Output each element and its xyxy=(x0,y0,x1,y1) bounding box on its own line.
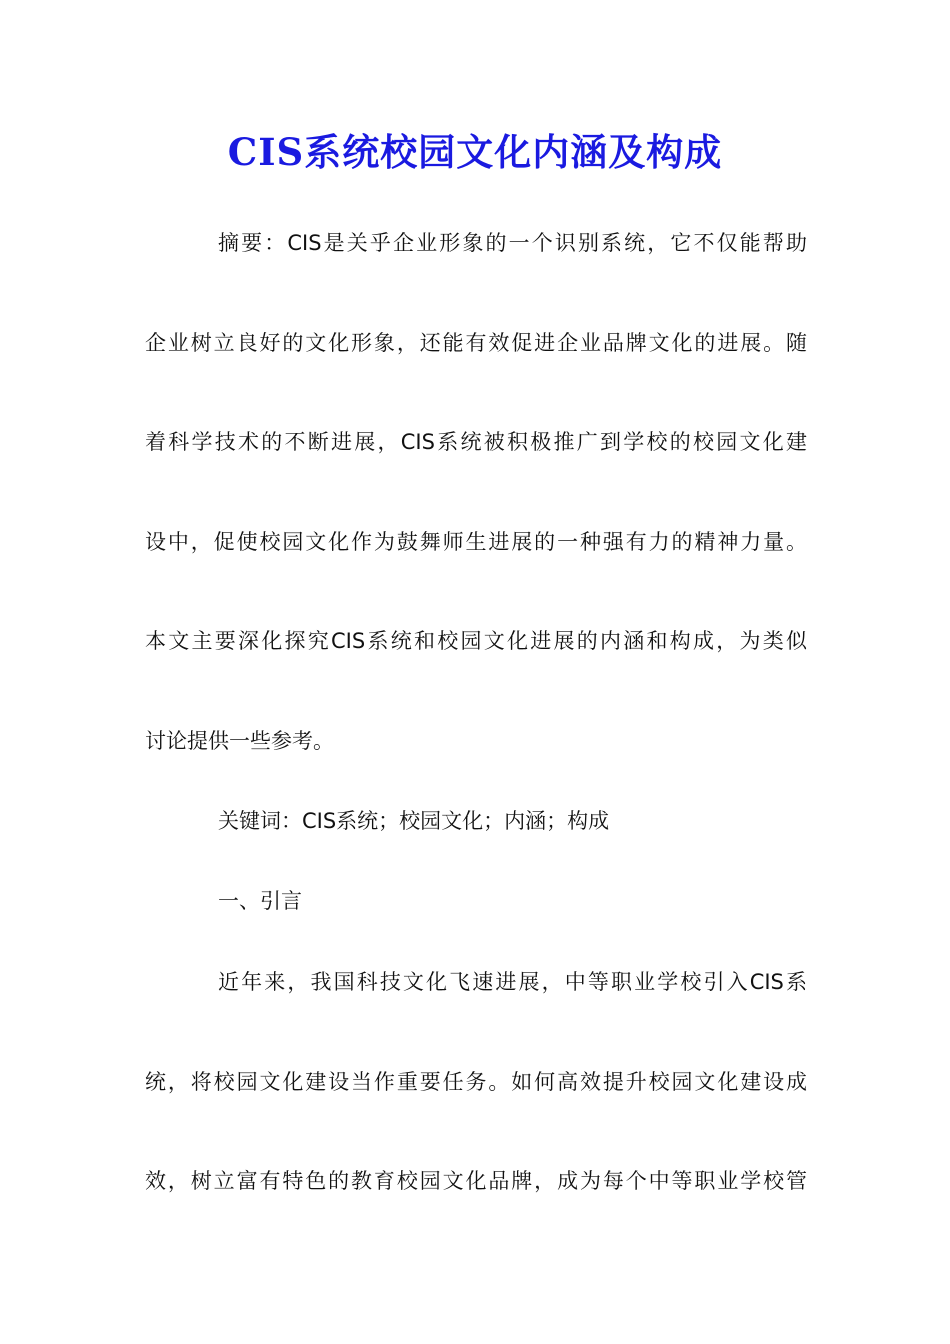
abstract-line: 设中，促使校园文化作为鼓舞师生进展的一种强有力的精神力量。 xyxy=(145,530,807,554)
abstract-line: 摘要：CIS是关乎企业形象的一个识别系统，它不仅能帮助 xyxy=(218,231,807,255)
section-heading: 一、引言 xyxy=(218,889,302,913)
body-line: 近年来，我国科技文化飞速进展，中等职业学校引入CIS系 xyxy=(218,970,807,994)
body-line: 效，树立富有特色的教育校园文化品牌，成为每个中等职业学校管 xyxy=(145,1169,807,1193)
abstract-line: 本文主要深化探究CIS系统和校园文化进展的内涵和构成，为类似 xyxy=(145,629,807,653)
abstract-line: 讨论提供一些参考。 xyxy=(145,729,334,753)
body-line: 统，将校园文化建设当作重要任务。如何高效提升校园文化建设成 xyxy=(145,1070,807,1094)
abstract-line: 着科学技术的不断进展，CIS系统被积极推广到学校的校园文化建 xyxy=(145,430,807,454)
document-title: CIS系统校园文化内涵及构成 xyxy=(227,130,723,174)
keywords-line: 关键词：CIS系统；校园文化；内涵；构成 xyxy=(218,809,610,833)
abstract-line: 企业树立良好的文化形象，还能有效促进企业品牌文化的进展。随 xyxy=(145,331,807,355)
